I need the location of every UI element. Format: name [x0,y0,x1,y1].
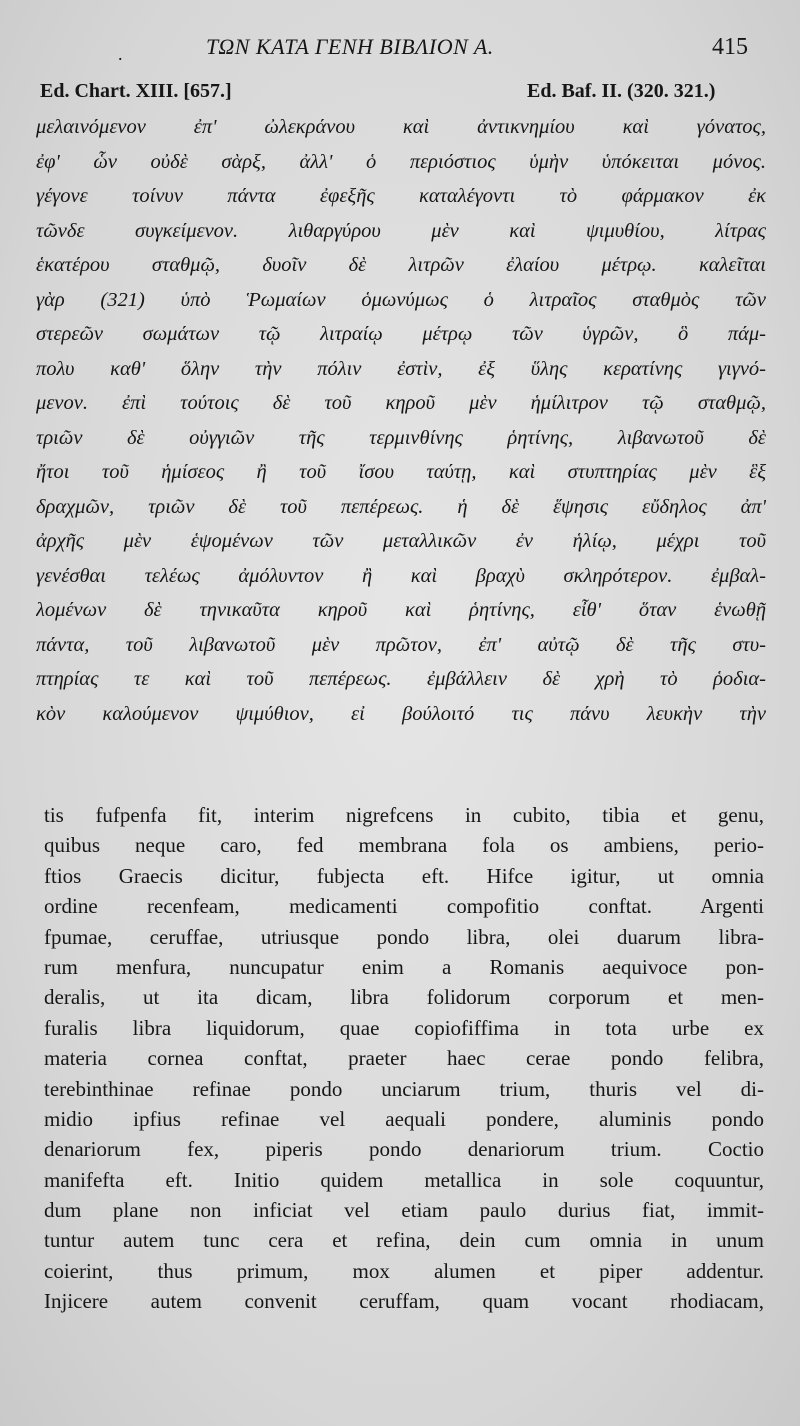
greek-text-line: λομένων δὲ τηνικαῦτα κηροῦ καὶ ῥητίνης, εἶθ' ὅταν ἑνωθῇ [36,599,766,621]
greek-text-line: ἐφ' ὧν οὐδὲ σὰρξ, ἀλλ' ὁ περιόστιος ὑμὴν ὑπόκειται μόνος. [36,150,766,173]
greek-text-line: μελαινόμενον ἐπ' ὠλεκράνου καὶ ἀντικνημίου καὶ γόνατος, [36,116,766,138]
latin-text-line: quibus neque caro, fed membrana fola os ambiens, perio- [44,833,764,858]
latin-text-line: rum menfura, nuncupatur enim a Romanis aequivoce pon- [44,954,764,979]
latin-text-line: materia cornea conftat, praeter haec cerae pondo felibra, [44,1046,764,1071]
running-title: ΤΩΝ ΚΑΤΑ ΓΕΝΗ ΒΙΒΛΙΟΝ Α. [206,34,494,59]
latin-text-line: deralis, ut ita dicam, libra folidorum corporum et men- [44,985,764,1010]
margin-dot: . [118,44,123,64]
greek-text-line: πολυ καθ' ὅλην τὴν πόλιν ἐστὶν, ἐξ ὕλης κερατίνης γιγνό- [36,357,766,380]
greek-text-line: στερεῶν σωμάτων τῷ λιτραίῳ μέτρῳ τῶν ὑγρῶν, ὃ πάμ- [36,323,766,345]
greek-text-line: γέγονε τοίνυν πάντα ἐφεξῆς καταλέγοντι τὸ φάρμακον ἐκ [36,185,766,207]
greek-text-line: ἤτοι τοῦ ἡμίσεος ἢ τοῦ ἴσου ταύτῃ, καὶ στυπτηρίας μὲν ἓξ [36,461,766,483]
greek-text-line: γενέσθαι τελέως ἀμόλυντον ἢ καὶ βραχὺ σκληρότερον. ἐμβαλ- [36,564,766,587]
latin-text-line: Injicere autem convenit ceruffam, quam vocant rhodiacam, [44,1289,764,1314]
latin-text-line: furalis libra liquidorum, quae copiofiffima in tota urbe ex [44,1015,764,1040]
latin-text-line: ordine recenfeam, medicamenti compofitio conftat. Argenti [44,894,764,919]
latin-text-block [44,800,764,1317]
greek-text-line: δραχμῶν, τριῶν δὲ τοῦ πεπέρεως. ἡ δὲ ἕψησις εὔδηλος ἀπ' [36,495,766,518]
latin-text-line: coierint, thus primum, mox alumen et piper addentur. [44,1258,764,1283]
greek-text-line: τῶνδε συγκείμενον. λιθαργύρου μὲν καὶ ψιμυθίου, λίτρας [36,219,766,242]
latin-text-line: midio ipfius refinae vel aequali pondere, aluminis pondo [44,1106,764,1131]
edition-reference-right: Ed. Baf. II. (320. 321.) [527,80,716,102]
greek-text-line: μενον. ἐπὶ τούτοις δὲ τοῦ κηροῦ μὲν ἡμίλιτρον τῷ σταθμῷ, [36,392,766,414]
latin-text-line: tis fufpenfa fit, interim nigrefcens in cubito, tibia et genu, [44,803,764,827]
greek-text-line: κὸν καλούμενον ψιμύθιον, εἰ βούλοιτό τις πάνυ λευκὴν τὴν [36,702,766,725]
greek-text-line: ἑκατέρου σταθμῷ, δυοῖν δὲ λιτρῶν ἐλαίου μέτρῳ. καλεῖται [36,254,766,276]
greek-text-block [36,110,766,731]
latin-text-line: dum plane non inficiat vel etiam paulo durius fiat, immit- [44,1198,764,1223]
greek-text-line: ἀρχῆς μὲν ἑψομένων τῶν μεταλλικῶν ἐν ἡλίῳ, μέχρι τοῦ [36,530,766,552]
latin-text-line: fpumae, ceruffae, utriusque pondo libra, olei duarum libra- [44,924,764,949]
greek-text-line: πάντα, τοῦ λιβανωτοῦ μὲν πρῶτον, ἐπ' αὐτῷ δὲ τῆς στυ- [36,633,766,656]
edition-reference-left: Ed. Chart. XIII. [657.] [40,80,232,102]
latin-text-line: terebinthinae refinae pondo unciarum trium, thuris vel di- [44,1076,764,1101]
latin-text-line: ftios Graecis dicitur, fubjecta eft. Hifce igitur, ut omnia [44,863,764,888]
greek-text-line: τριῶν δὲ οὐγγιῶν τῆς τερμινθίνης ῥητίνης, λιβανωτοῦ δὲ [36,426,766,449]
greek-text-line: γὰρ (321) ὑπὸ Ῥωμαίων ὁμωνύμως ὁ λιτραῖος σταθμὸς τῶν [36,288,766,311]
latin-text-line: denariorum fex, piperis pondo denariorum trium. Coctio [44,1137,764,1162]
latin-text-line: tuntur autem tunc cera et refina, dein cum omnia in unum [44,1228,764,1253]
greek-text-line: πτηρίας τε καὶ τοῦ πεπέρεως. ἐμβάλλειν δὲ χρὴ τὸ ῥοδια- [36,668,766,690]
latin-text-line: manifefta eft. Initio quidem metallica in sole coquuntur, [44,1167,764,1192]
page-number: 415 [712,34,748,60]
